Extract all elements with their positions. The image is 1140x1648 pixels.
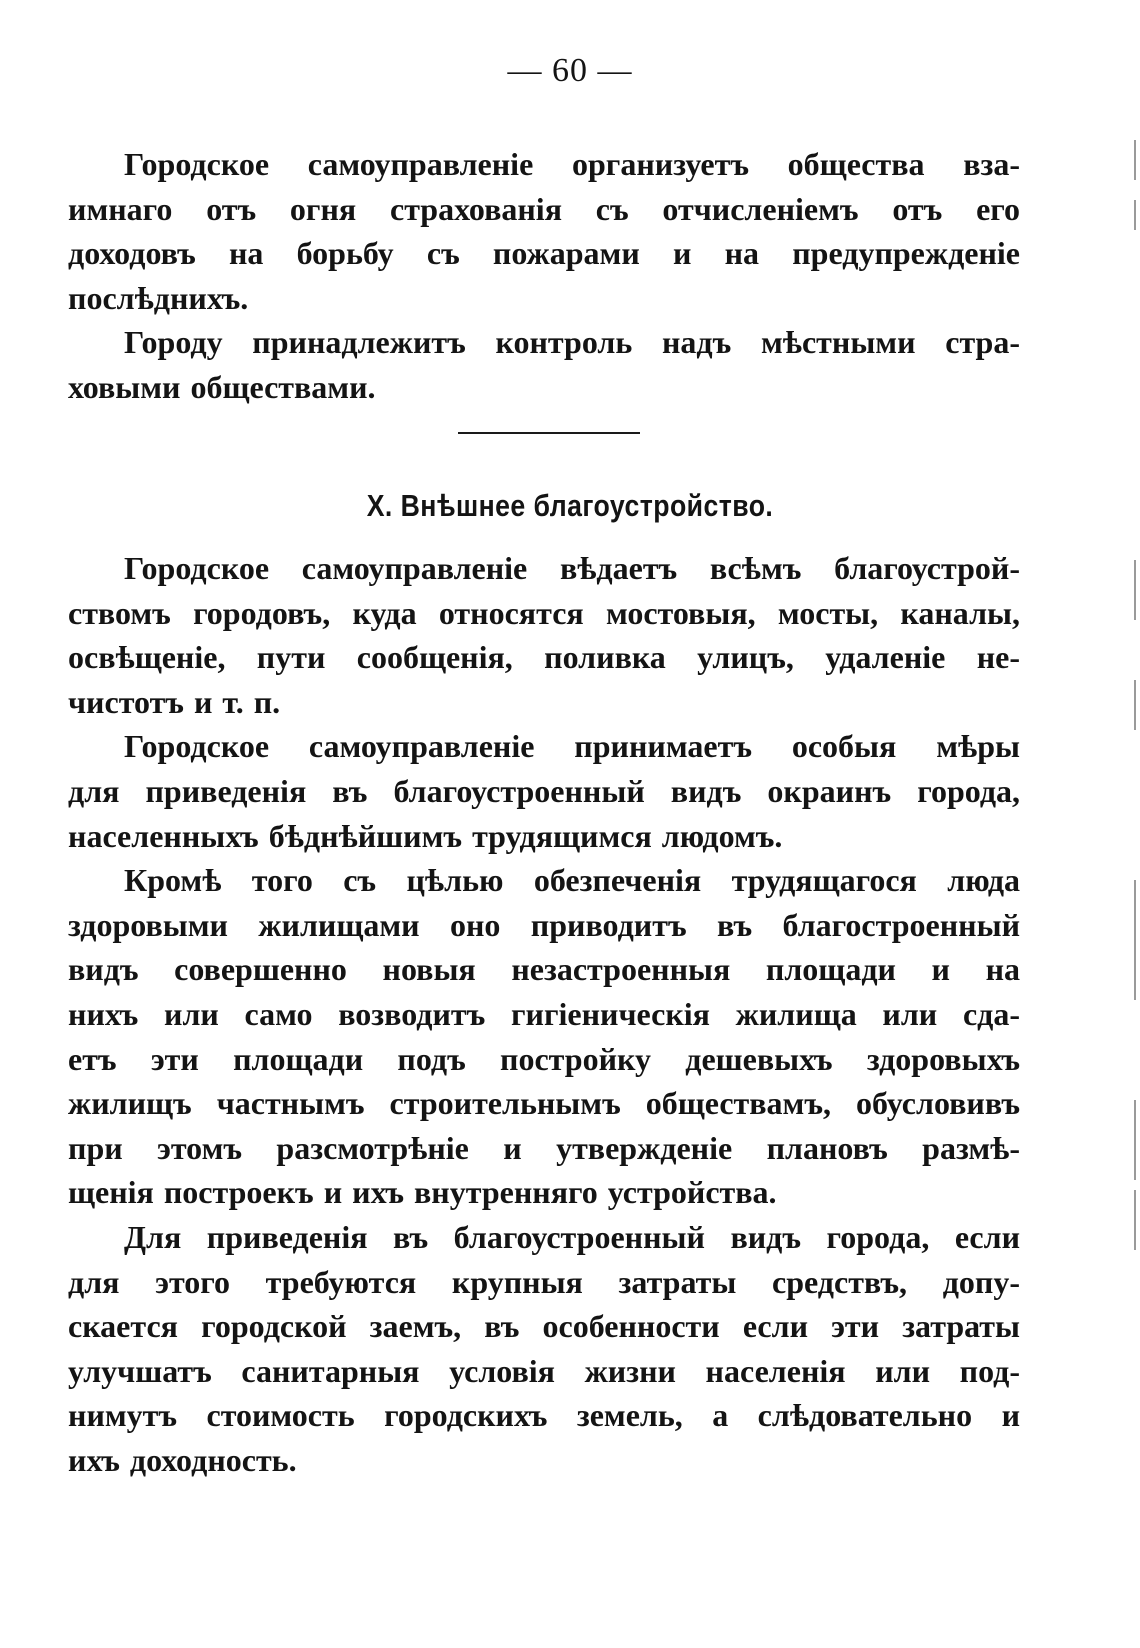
text-line: Городу принадлежитъ контроль надъ мѣстными стра- <box>124 324 1020 361</box>
improvement-text-block <box>68 546 1020 1482</box>
scan-edge-mark <box>1134 560 1136 620</box>
text-line: щенія построекъ и ихъ внутренняго устройства. <box>68 1174 777 1211</box>
text-line: для этого требуются крупныя затраты средствъ, допу- <box>68 1263 1020 1300</box>
text-line: освѣщеніе, пути сообщенія, поливка улицъ, удаленіе не- <box>68 639 1020 676</box>
scan-edge-mark <box>1134 140 1136 180</box>
text-line: жилищъ частнымъ строительнымъ обществамъ, обусловивъ <box>68 1085 1020 1122</box>
text-line: здоровыми жилищами оно приводитъ въ благостроенный <box>68 906 1020 943</box>
text-line: Городское самоуправленіе организуетъ общества вза- <box>124 146 1020 182</box>
text-line: населенныхъ бѣднѣйшимъ трудящимся людомъ. <box>68 817 783 854</box>
section-heading: X. Внѣшнее благоустройство. <box>366 488 774 523</box>
section-divider <box>458 432 640 434</box>
text-line: при этомъ разсмотрѣніе и утвержденіе плановъ размѣ- <box>68 1129 1020 1166</box>
text-line: улучшатъ санитарныя условія жизни населенія или под- <box>68 1352 1020 1389</box>
text-line: Городское самоуправленіе принимаетъ особыя мѣры <box>124 728 1020 765</box>
text-line: чистотъ и т. п. <box>68 683 281 720</box>
text-line: Для приведенія въ благоустроенный видъ города, если <box>124 1218 1020 1255</box>
scan-edge-mark <box>1134 1190 1136 1250</box>
page-number: — 60 — <box>507 52 633 89</box>
scan-edge-mark <box>1134 200 1136 230</box>
text-line: для приведенія въ благоустроенный видъ окраинъ города, <box>68 772 1020 809</box>
text-line: послѣднихъ. <box>68 279 249 316</box>
text-line: нимутъ стоимость городскихъ земель, а слѣдовательно и <box>68 1397 1020 1434</box>
text-line: имнаго отъ огня страхованія съ отчисленіемъ отъ его <box>68 190 1020 227</box>
scan-edge-mark <box>1134 880 1136 1000</box>
text-line: видъ совершенно новыя незастроенныя площади и на <box>68 951 1020 988</box>
text-line: Городское самоуправленіе вѣдаетъ всѣмъ благоустрой- <box>124 550 1020 586</box>
scan-edge-mark <box>1134 680 1136 730</box>
text-line: доходовъ на борьбу съ пожарами и на предупрежденіе <box>68 235 1020 272</box>
text-line: нихъ или само возводитъ гигіеническія жилища или сда- <box>68 995 1020 1032</box>
text-line: Кромѣ того съ цѣлью обезпеченія трудящагося люда <box>124 862 1020 899</box>
text-line: ствомъ городовъ, куда относятся мостовыя, мосты, каналы, <box>68 594 1020 631</box>
text-line: ихъ доходность. <box>68 1441 297 1478</box>
text-line: скается городской заемъ, въ особенности если эти затраты <box>68 1308 1020 1345</box>
text-line: ховыми обществами. <box>68 368 376 405</box>
scan-edge-mark <box>1134 1100 1136 1180</box>
insurance-text-block <box>68 142 1020 410</box>
text-line: етъ эти площади подъ постройку дешевыхъ здоровыхъ <box>68 1040 1020 1077</box>
